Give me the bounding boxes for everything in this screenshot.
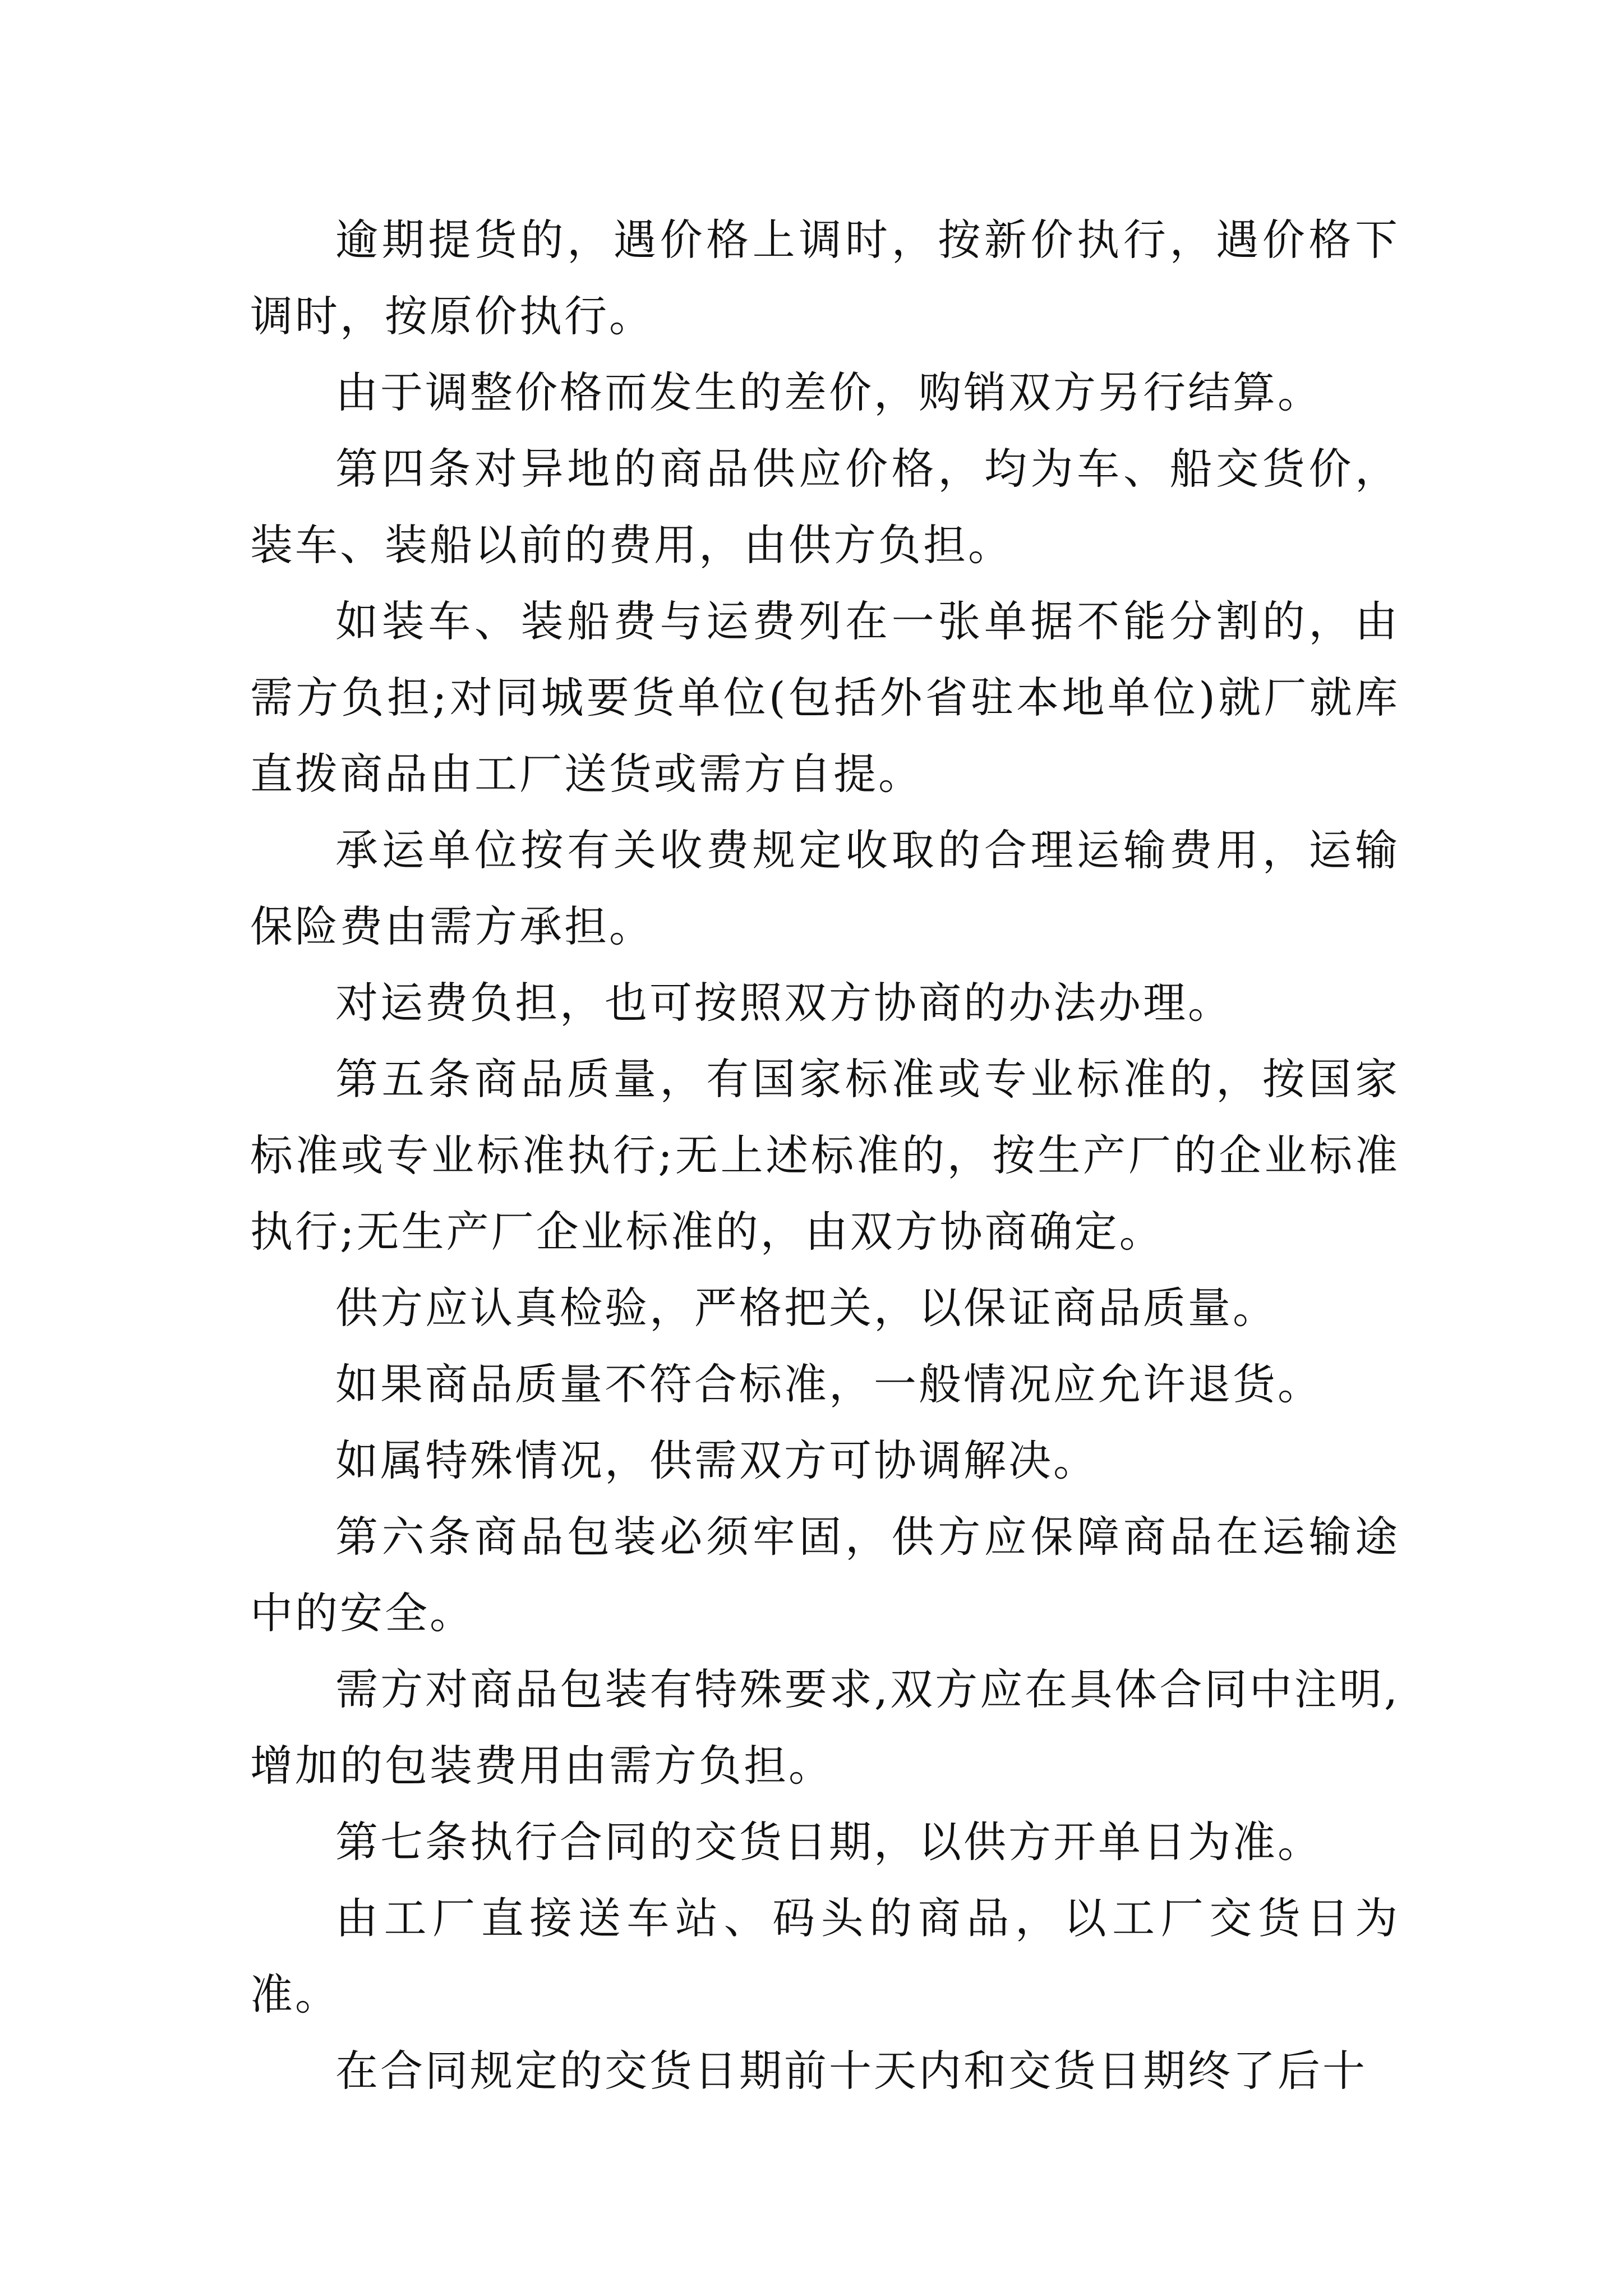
paragraph-6: 对运费负担，也可按照双方协商的办法办理。 (335, 978, 1233, 1028)
paragraph-12: 需方对商品包装有特殊要求,双方应在具体合同中注明,增加的包装费用由需方负担。 (250, 1664, 1400, 1791)
paragraph-14: 由工厂直接送车站、码头的商品，以工厂交货日为准。 (250, 1893, 1400, 2019)
paragraph-7: 第五条商品质量，有国家标准或专业标准的，按国家标准或专业标准执行;无上述标准的，按生产厂的企业标准执行;无生产厂企业标准的，由双方协商确定。 (250, 1054, 1400, 1257)
paragraph-3: 第四条对异地的商品供应价格，均为车、船交货价，装车、装船以前的费用，由供方负担。 (250, 444, 1400, 570)
document-body (250, 202, 1400, 2109)
paragraph-13: 第七条执行合同的交货日期，以供方开单日为准。 (335, 1817, 1322, 1867)
paragraph-9: 如果商品质量不符合标准，一般情况应允许退货。 (335, 1359, 1322, 1409)
paragraph-15: 在合同规定的交货日期前十天内和交货日期终了后十 (335, 2046, 1367, 2096)
paragraph-5: 承运单位按有关收费规定收取的合理运输费用，运输保险费由需方承担。 (250, 825, 1400, 951)
paragraph-8: 供方应认真检验，严格把关，以保证商品质量。 (335, 1283, 1278, 1333)
paragraph-2: 由于调整价格而发生的差价，购销双方另行结算。 (335, 367, 1322, 417)
paragraph-10: 如属特殊情况，供需双方可协调解决。 (335, 1435, 1098, 1485)
paragraph-1: 逾期提货的，遇价格上调时，按新价执行，遇价格下调时，按原价执行。 (250, 215, 1400, 341)
paragraph-4: 如装车、装船费与运费列在一张单据不能分割的，由需方负担;对同城要货单位(包括外省驻本地单位)就厂就库直拨商品由工厂送货或需方自提。 (250, 596, 1400, 799)
paragraph-11: 第六条商品包装必须牢固，供方应保障商品在运输途中的安全。 (250, 1512, 1400, 1638)
